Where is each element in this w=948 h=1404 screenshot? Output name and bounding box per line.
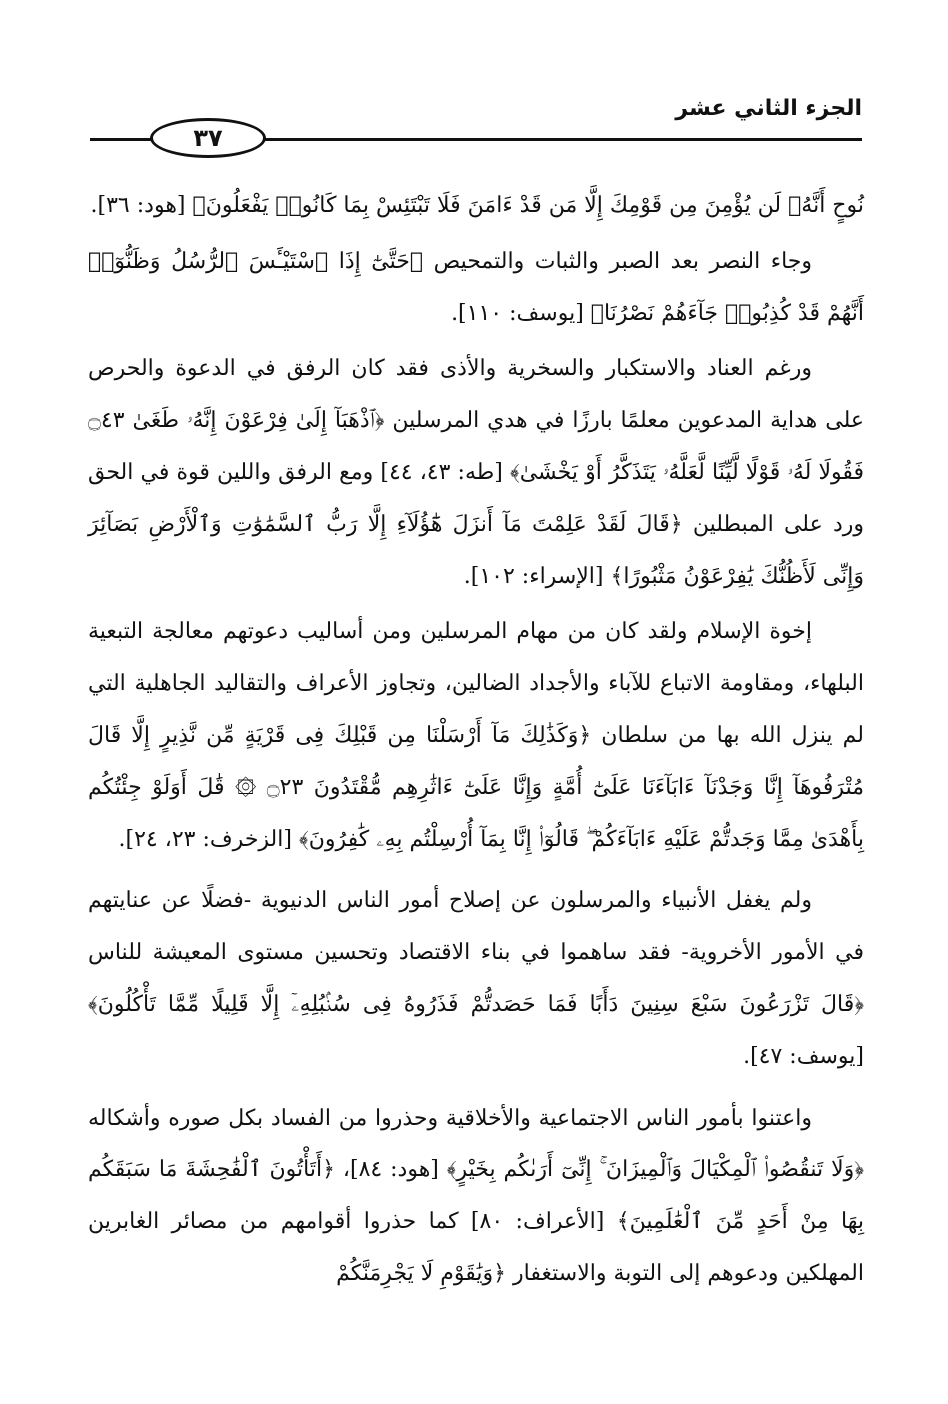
paragraph-4: إخوة الإسلام ولقد كان من مهام المرسلين ومن أساليب دعوتهم معالجة التبعية البلهاء، ومقاومة الاتباع للآباء والأجداد الضالين، وتجاوز الأعراف والتقاليد الجاهلية التي لم ينزل الله بها من سلطان ﴿وَكَذَٰلِكَ مَآ أَرْسَلْنَا مِن قَبْلِكَ فِى قَرْيَةٍ مِّن نَّذِيرٍ إِلَّا قَالَ مُتْرَفُوهَآ إِنَّا وَجَدْنَآ ءَابَآءَنَا عَلَىٰٓ أُمَّةٍ وَإِنَّا عَلَىٰٓ ءَاثَٰرِهِم مُّقْتَدُونَ ۝٢٣ ۞ قَٰلَ أَوَلَوْ جِئْتُكُم بِأَهْدَىٰ مِمَّا وَجَدتُّمْ عَلَيْهِ ءَابَآءَكُمْ ۖ قَالُوٓا۟ إِنَّا بِمَآ أُرْسِلْتُم بِهِۦ كَٰفِرُونَ﴾ [الزخرف: ٢٣، ٢٤].	[88, 619, 864, 852]
page-body	[88, 180, 864, 1330]
running-title: الجزء الثاني عشر	[675, 96, 862, 121]
paragraph-1: نُوحٍ أَنَّهُۥ لَن يُؤْمِنَ مِن قَوْمِكَ إِلَّا مَن قَدْ ءَامَنَ فَلَا تَبْتَئِسْ بِمَا كَانُوا۟ يَفْعَلُونَ﴾ [هود: ٣٦].	[90, 193, 864, 218]
paragraph-5: ولم يغفل الأنبياء والمرسلون عن إصلاح أمور الناس الدنيوية -فضلًا عن عنايتهم في الأمور الأخروية- فقد ساهموا في بناء الاقتصاد وتحسين مستوى المعيشة للناس ﴿قَالَ تَزْرَعُونَ سَبْعَ سِنِينَ دَأَبًا فَمَا حَصَدتُّمْ فَذَرُوهُ فِى سُنۢبُلِهِۦٓ إِلَّا قَلِيلًا مِّمَّا تَأْكُلُونَ﴾ [يوسف: ٤٧].	[88, 888, 864, 1069]
page-number: ٣٧	[150, 118, 266, 158]
page-header	[90, 96, 862, 166]
paragraph-3: ورغم العناد والاستكبار والسخرية والأذى فقد كان الرفق في الدعوة والحرص على هداية المدعوين معلمًا بارزًا في هدي المرسلين ﴿ٱذْهَبَآ إِلَىٰ فِرْعَوْنَ إِنَّهُۥ طَغَىٰ ۝٤٣ فَقُولَا لَهُۥ قَوْلًا لَّيِّنًا لَّعَلَّهُۥ يَتَذَكَّرُ أَوْ يَخْشَىٰ﴾ [طه: ٤٣، ٤٤] ومع الرفق واللين قوة في الحق ورد على المبطلين ﴿قَالَ لَقَدْ عَلِمْتَ مَآ أَنزَلَ هَٰٓؤُلَآءِ إِلَّا رَبُّ ٱلسَّمَٰوَٰتِ وَٱلْأَرْضِ بَصَآئِرَ وَإِنِّى لَأَظُنُّكَ يَٰفِرْعَوْنُ مَثْبُورًا﴾ [الإسراء: ١٠٢].	[88, 356, 865, 589]
paragraph-2: وجاء النصر بعد الصبر والثبات والتمحيص ﴿حَتَّىٰٓ إِذَا ٱسْتَيْـَٔسَ ٱلرُّسُلُ وَظَنُّوٓا۟ أَنَّهُمْ قَدْ كُذِبُوا۟ جَآءَهُمْ نَصْرُنَا﴾ [يوسف: ١١٠].	[88, 248, 864, 326]
paragraph-6: واعتنوا بأمور الناس الاجتماعية والأخلاقية وحذروا من الفساد بكل صوره وأشكاله ﴿وَلَا تَنقُصُوا۟ ٱلْمِكْيَالَ وَٱلْمِيزَانَ ۚ إِنِّىٓ أَرَىٰكُم بِخَيْرٍ﴾ [هود: ٨٤]، ﴿أَتَأْتُونَ ٱلْفَٰحِشَةَ مَا سَبَقَكُم بِهَا مِنْ أَحَدٍ مِّنَ ٱلْعَٰلَمِينَ﴾ [الأعراف: ٨٠] كما حذروا أقوامهم من مصائر الغابرين المهلكين ودعوهم إلى التوبة والاستغفار ﴿وَيَٰقَوْمِ لَا يَجْرِمَنَّكُمْ	[88, 1105, 864, 1286]
